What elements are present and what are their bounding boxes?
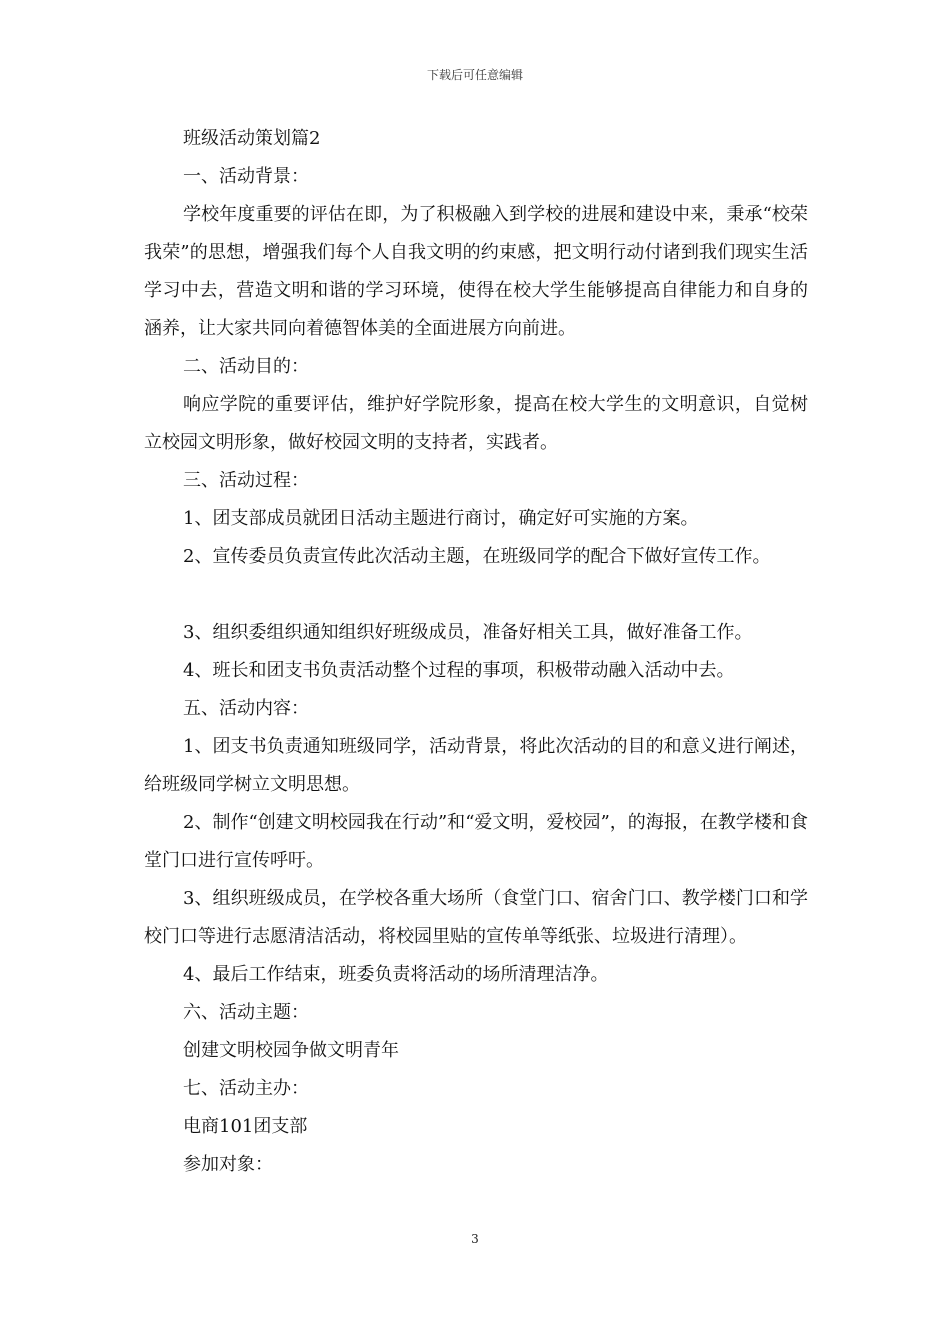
process-item: 2、宣传委员负责宣传此次活动主题，在班级同学的配合下做好宣传工作。 [183,546,771,567]
document-body [144,120,808,1184]
content-item: 1、团支书负责通知班级同学，活动背景，将此次活动的目的和意义进行阐述，给班级同学树立文明思想。 [144,736,808,795]
section-heading-purpose: 二、活动目的： [183,356,309,377]
section-heading-background: 一、活动背景： [183,166,309,187]
section-heading-content: 五、活动内容： [183,698,309,719]
section-body-theme: 创建文明校园争做文明青年 [183,1040,399,1061]
blank-line [144,576,808,614]
section-body-organizer: 电商101团支部 [183,1116,308,1137]
page-number: 3 [471,1232,479,1246]
section-heading-process: 三、活动过程： [183,470,309,491]
process-item: 3、组织委组织通知组织好班级成员，准备好相关工具，做好准备工作。 [183,622,753,643]
section-heading-theme: 六、活动主题： [183,1002,309,1023]
section-body-background: 学校年度重要的评估在即，为了积极融入到学校的进展和建设中来，秉承“校荣我荣”的思想，增强我们每个人自我文明的约束感，把文明行动付诸到我们现实生活学习中去，营造文明和谐的学习环境，使得在校大学生能够提高自律能力和自身的涵养，让大家共同向着德智体美的全面进展方向前进。 [144,204,808,339]
process-item: 1、团支部成员就团日活动主题进行商讨，确定好可实施的方案。 [183,508,699,529]
content-item: 2、制作“创建文明校园我在行动”和“爱文明，爱校园”，的海报，在教学楼和食堂门口进行宣传呼吁。 [144,812,808,871]
page-header-note: 下载后可任意编辑 [426,68,523,82]
section-heading-participants: 参加对象： [183,1154,273,1175]
content-item: 3、组织班级成员，在学校各重大场所（食堂门口、宿舍门口、教学楼门口和学校门口等进行志愿清洁活动，将校园里贴的宣传单等纸张、垃圾进行清理）。 [144,888,808,947]
content-item: 4、最后工作结束，班委负责将活动的场所清理洁净。 [183,964,609,985]
document-title: 班级活动策划篇2 [183,128,321,149]
process-item: 4、班长和团支书负责活动整个过程的事项，积极带动融入活动中去。 [183,660,735,681]
section-heading-organizer: 七、活动主办： [183,1078,309,1099]
section-body-purpose: 响应学院的重要评估，维护好学院形象，提高在校大学生的文明意识，自觉树立校园文明形象，做好校园文明的支持者，实践者。 [144,394,808,453]
